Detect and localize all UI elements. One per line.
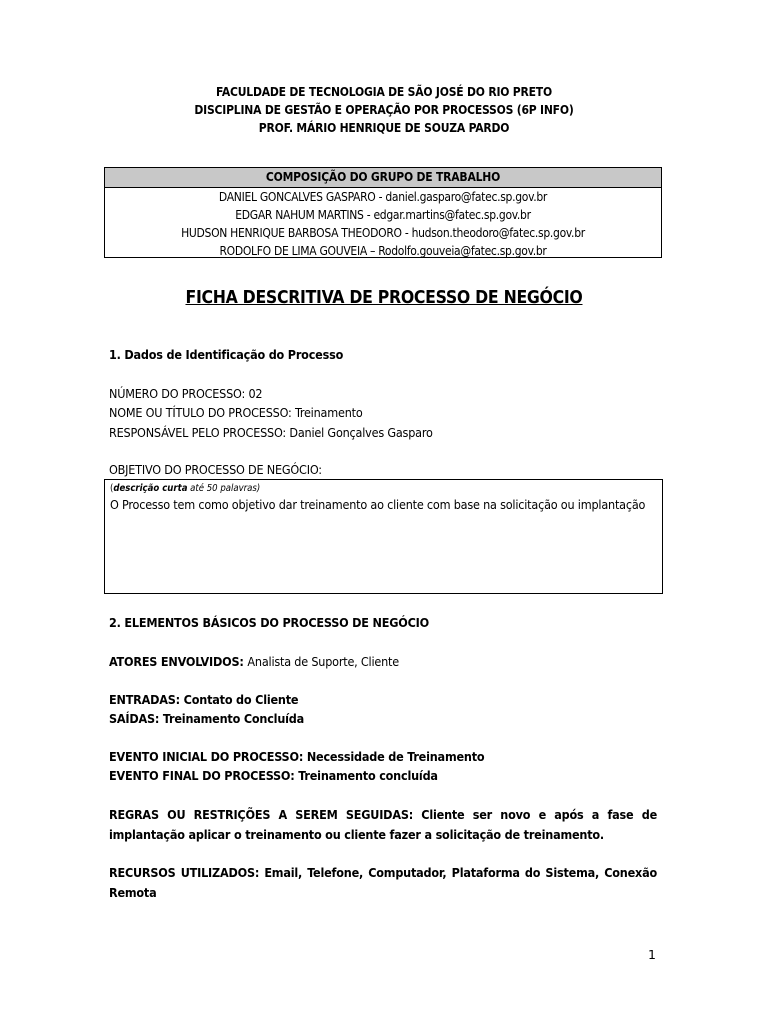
group-member: DANIEL GONCALVES GASPARO - daniel.gasparo@fatec.sp.gov.br xyxy=(218,190,548,204)
process-name-value: Treinamento xyxy=(294,405,363,420)
objective-label: OBJETIVO DO PROCESSO DE NEGÓCIO: xyxy=(109,462,322,477)
outputs: SAÍDAS: Treinamento Concluída xyxy=(109,711,305,726)
group-member: EDGAR NAHUM MARTINS - edgar.martins@fatec.sp.gov.br xyxy=(235,208,531,222)
group-heading: COMPOSIÇÃO DO GRUPO DE TRABALHO xyxy=(105,168,661,188)
section2-heading: 2. ELEMENTOS BÁSICOS DO PROCESSO DE NEGÓCIO xyxy=(109,615,429,630)
process-number-value: 02 xyxy=(248,386,263,401)
professor-name: PROF. MÁRIO HENRIQUE DE SOUZA PARDO xyxy=(258,121,510,135)
actors-value: Analista de Suporte, Cliente xyxy=(247,654,399,669)
process-owner xyxy=(109,425,433,440)
group-member: RODOLFO DE LIMA GOUVEIA – Rodolfo.gouveia@fatec.sp.gov.br xyxy=(219,244,547,258)
process-number-label: NÚMERO DO PROCESSO: xyxy=(109,386,249,401)
process-number xyxy=(109,386,262,401)
section1-heading: 1. Dados de Identificação do Processo xyxy=(109,347,344,362)
institution-name: FACULDADE DE TECNOLOGIA DE SÃO JOSÉ DO RIO PRETO xyxy=(216,85,552,99)
process-owner-value: Daniel Gonçalves Gasparo xyxy=(289,425,433,440)
group-composition-table xyxy=(104,167,662,258)
process-name-label: NOME OU TÍTULO DO PROCESSO: xyxy=(109,405,295,420)
start-event: EVENTO INICIAL DO PROCESSO: Necessidade de Treinamento xyxy=(109,749,485,764)
process-name xyxy=(109,405,363,420)
objective-text: O Processo tem como objetivo dar treinamento ao cliente com base na solicitação ou implantação xyxy=(110,497,646,512)
resources: RECURSOS UTILIZADOS: Email, Telefone, Computador, Plataforma do Sistema, Conexão Remota xyxy=(109,865,657,900)
group-member: HUDSON HENRIQUE BARBOSA THEODORO - hudson.theodoro@fatec.sp.gov.br xyxy=(181,226,585,240)
objective-note-emphasis: descrição curta xyxy=(113,483,188,494)
course-name: DISCIPLINA DE GESTÃO E OPERAÇÃO POR PROCESSOS (6P INFO) xyxy=(194,103,574,117)
actors-label: ATORES ENVOLVIDOS: xyxy=(109,654,248,669)
document-title: FICHA DESCRITIVA DE PROCESSO DE NEGÓCIO xyxy=(185,288,583,308)
objective-box xyxy=(104,479,663,594)
inputs: ENTRADAS: Contato do Cliente xyxy=(109,692,299,707)
end-event: EVENTO FINAL DO PROCESSO: Treinamento concluída xyxy=(109,768,438,783)
actors xyxy=(109,654,399,669)
objective-note-rest: até 50 palavras) xyxy=(187,483,261,494)
rules: REGRAS OU RESTRIÇÕES A SEREM SEGUIDAS: Cliente ser novo e após a fase de implantação aplicar o treinamento ou cliente fazer a solicitação de treinamento. xyxy=(109,807,657,842)
objective-note: (descrição curta até 50 palavras) xyxy=(110,483,261,494)
process-owner-label: RESPONSÁVEL PELO PROCESSO: xyxy=(109,425,290,440)
page-number: 1 xyxy=(648,947,656,962)
